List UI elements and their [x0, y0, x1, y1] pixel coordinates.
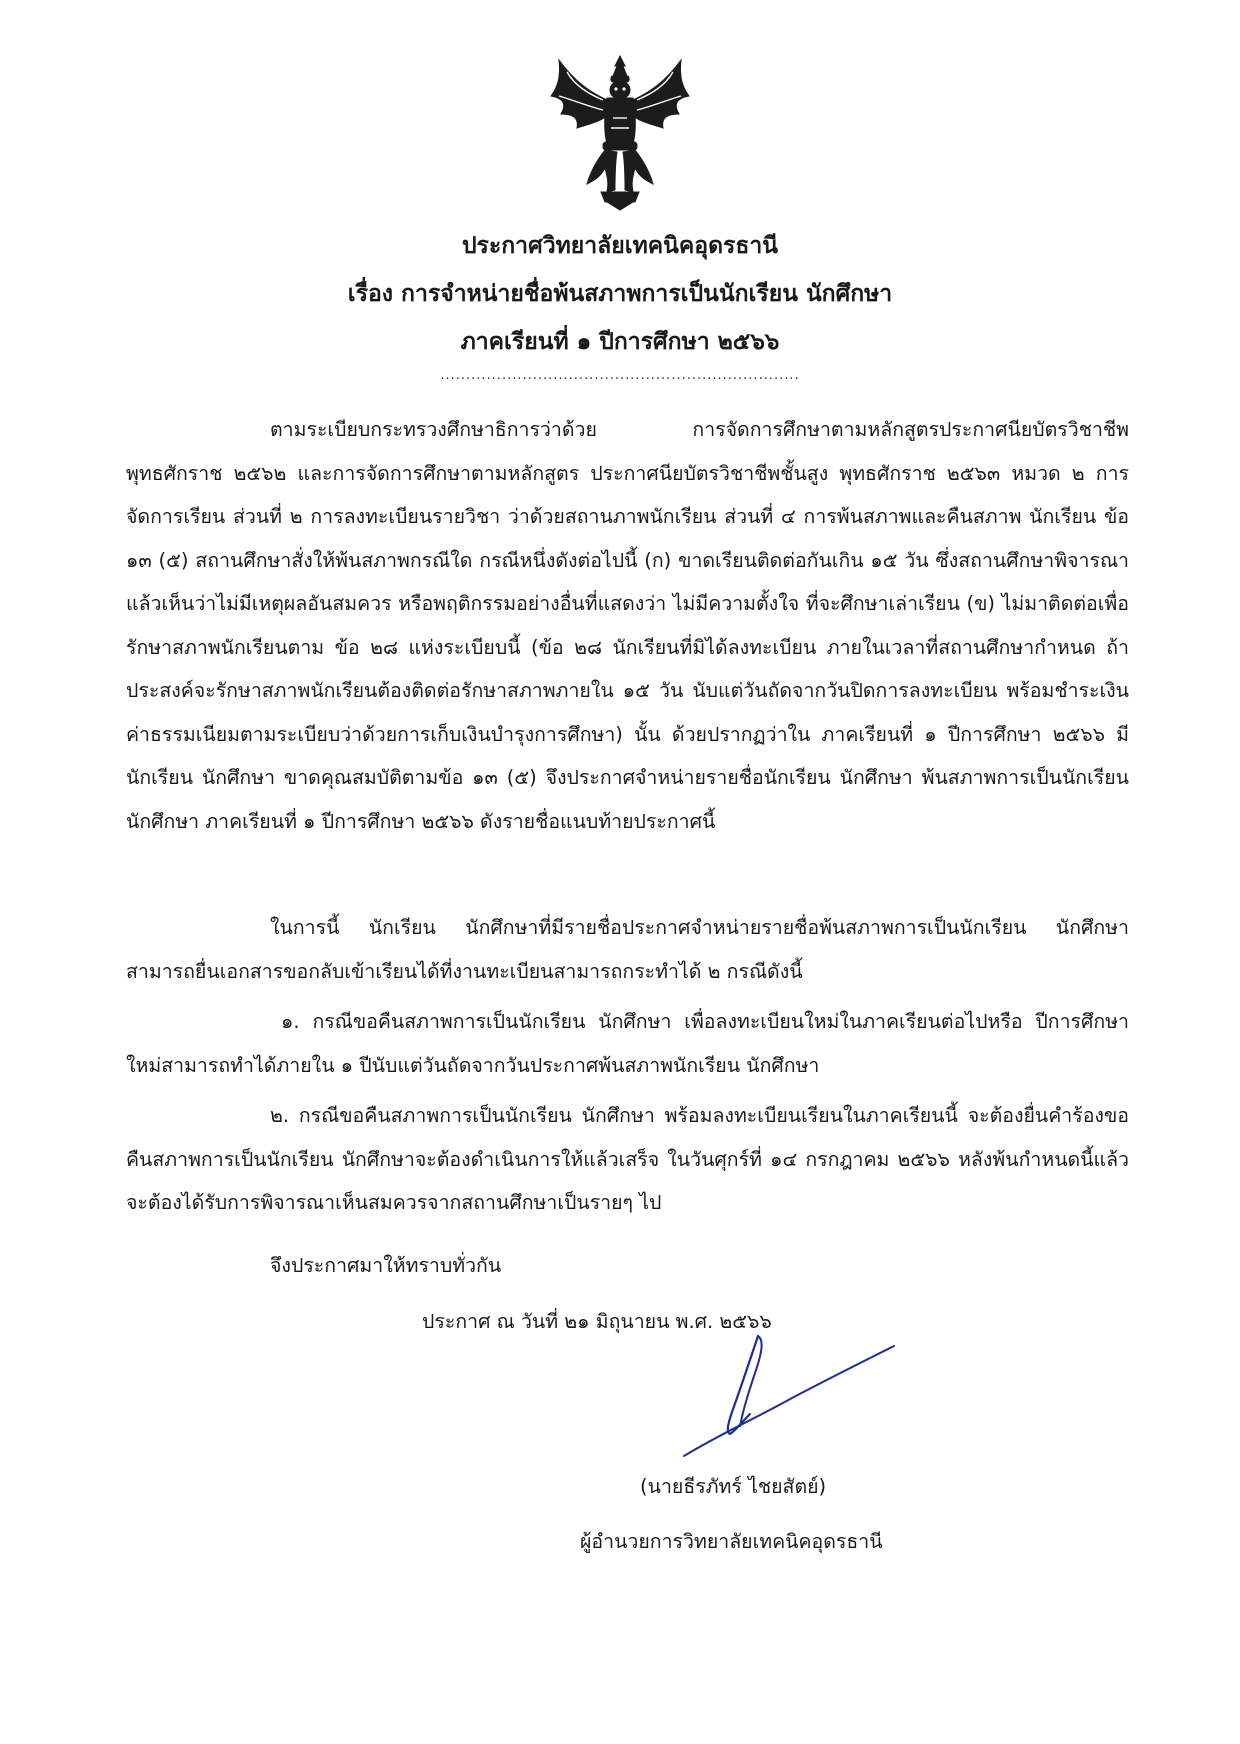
header-separator: ...................................................................... [440, 368, 800, 383]
closing-statement: จึงประกาศมาให้ทราบทั่วกัน [270, 1254, 502, 1277]
announcement-date: ประกาศ ณ วันที่ ๒๑ มิถุนายน พ.ศ. ๒๕๖๖ [422, 1310, 772, 1333]
announcement-subject: เรื่อง การจำหน่ายชื่อพ้นสภาพการเป็นนักเรียน นักศึกษา [347, 281, 893, 307]
paragraph-case-2: ๒. กรณีขอคืนสภาพการเป็นนักเรียน นักศึกษา พร้อมลงทะเบียนเรียนในภาคเรียนนี้ จะต้องยื่นคำร้องขอคืนสภาพการเป็นนักเรียน นักศึกษาจะต้องดำเนินการให้แล้วเสร็จ ในวันศุกร์ที่ ๑๔ กรกฎาคม ๒๕๖๖ หลังพ้นกำหนดนี้แล้ว จะต้องได้รับการพิจารณาเห็นสมควรจากสถานศึกษาเป็นรายๆ ไป [126, 1104, 1129, 1214]
paragraph-regulation: ตามระเบียบกระทรวงศึกษาธิการว่าด้วย การจัดการศึกษาตามหลักสูตรประกาศนียบัตรวิชาชีพ พุทธศักราช ๒๕๖๒ และการจัดการศึกษาตามหลักสูตร ประกาศนียบัตรวิชาชีพชั้นสูง พุทธศักราช ๒๕๖๓ หมวด ๒ การจัดการเรียน ส่วนที่ ๒ การลงทะเบียนรายวิชา ว่าด้วยสถานภาพนักเรียน ส่วนที่ ๔ การพ้นสภาพและคืนสภาพ นักเรียน ข้อ ๑๓ (๕) สถานศึกษาสั่งให้พ้นสภาพกรณีใด กรณีหนึ่งดังต่อไปนี้ (ก) ขาดเรียนติดต่อกันเกิน ๑๕ วัน ซึ่งสถานศึกษาพิจารณาแล้วเห็นว่าไม่มีเหตุผลอันสมควร หรือพฤติกรรมอย่างอื่นที่แสดงว่า ไม่มีความตั้งใจ ที่จะศึกษาเล่าเรียน (ข) ไม่มาติดต่อเพื่อรักษาสภาพนักเรียนตาม ข้อ ๒๘ แห่งระเบียบนี้ (ข้อ ๒๘ นักเรียนที่มิได้ลงทะเบียน ภายในเวลาที่สถานศึกษากำหนด ถ้าประสงค์จะรักษาสภาพนักเรียนต้องติดต่อรักษาสภาพภายใน ๑๕ วัน นับแต่วันถัดจากวันปิดการลงทะเบียน พร้อมชำระเงินค่าธรรมเนียมตามระเบียบว่าด้วยการเก็บเงินบำรุงการศึกษา) นั้น ด้วยปรากฏว่าใน ภาคเรียนที่ ๑ ปีการศึกษา ๒๕๖๖ มีนักเรียน นักศึกษา ขาดคุณสมบัติตามข้อ ๑๓ (๕) จึงประกาศจำหน่ายรายชื่อนักเรียน นักศึกษา พ้นสภาพการเป็นนักเรียน นักศึกษา ภาคเรียนที่ ๑ ปีการศึกษา ๒๕๖๖ ดังรายชื่อแนบท้ายประกาศนี้ [126, 418, 1129, 833]
paragraph-case-1: ๑. กรณีขอคืนสภาพการเป็นนักเรียน นักศึกษา เพื่อลงทะเบียนใหม่ในภาคเรียนต่อไปหรือ ปีการศึกษาใหม่สามารถทำได้ภายใน ๑ ปีนับแต่วันถัดจากวันประกาศพ้นสภาพนักเรียน นักศึกษา [126, 1010, 1129, 1077]
garuda-emblem-icon [545, 52, 695, 212]
signer-position: ผู้อำนวยการวิทยาลัยเทคนิคอุดรธานี [580, 1530, 883, 1553]
announcement-term: ภาคเรียนที่ ๑ ปีการศึกษา ๒๕๖๖ [460, 329, 780, 355]
announcement-title: ประกาศวิทยาลัยเทคนิคอุดรธานี [461, 233, 779, 259]
signature-icon [680, 1330, 900, 1460]
signer-name: (นายธีรภัทร์ ไชยสัตย์) [640, 1475, 827, 1498]
paragraph-notice: ในการนี้ นักเรียน นักศึกษาที่มีรายชื่อประกาศจำหน่ายรายชื่อพ้นสภาพการเป็นนักเรียน นักศึกษา สามารถยื่นเอกสารขอกลับเข้าเรียนได้ที่งานทะเบียนสามารถกระทำได้ ๒ กรณีดังนี้ [126, 916, 1129, 983]
